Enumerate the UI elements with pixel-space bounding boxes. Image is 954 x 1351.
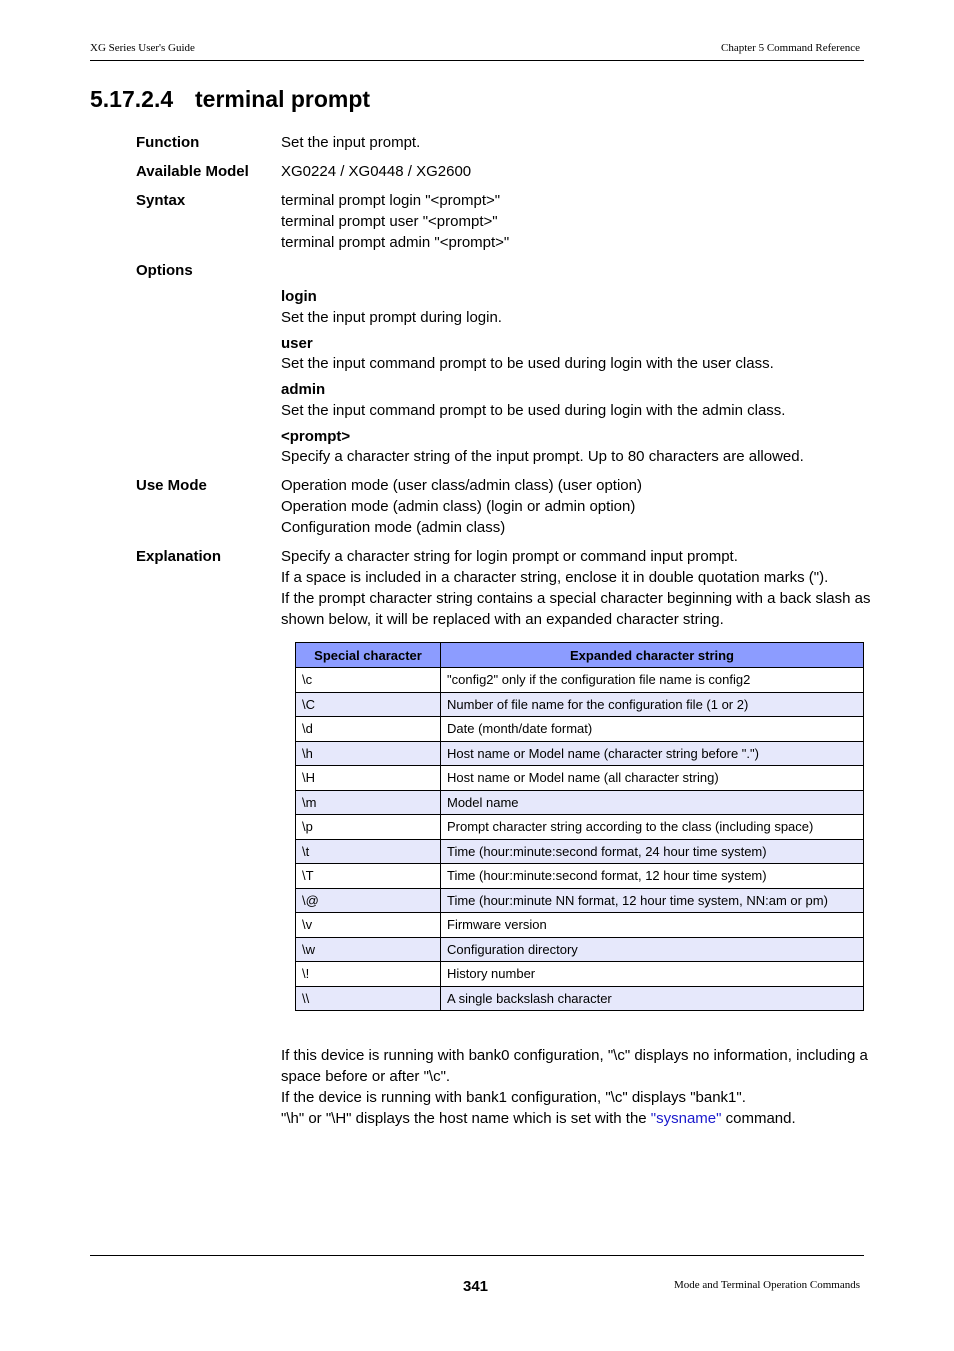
section-title-text: terminal prompt xyxy=(195,86,371,112)
syntax-line: terminal prompt login "<prompt>" xyxy=(281,192,501,209)
table-row xyxy=(296,913,864,938)
table-row xyxy=(296,888,864,913)
table-cell: Host name or Model name (character string before ".") xyxy=(441,741,864,766)
table-cell: \! xyxy=(296,962,441,987)
table-cell: \t xyxy=(296,839,441,864)
section-number: 5.17.2.4 xyxy=(90,86,174,112)
function-label: Function xyxy=(136,134,200,151)
table-row xyxy=(296,962,864,987)
note-line: If the device is running with bank1 configuration, "\c" displays "bank1". xyxy=(281,1089,746,1106)
table-cell: Prompt character string according to the class (including space) xyxy=(441,815,864,840)
note-line-sysname xyxy=(281,1108,868,1129)
available-model-label: Available Model xyxy=(136,163,249,180)
table-cell: \C xyxy=(296,692,441,717)
table-cell: Time (hour:minute:second format, 24 hour time system) xyxy=(441,839,864,864)
table-row xyxy=(296,717,864,742)
table-cell: \v xyxy=(296,913,441,938)
option-name-login: login xyxy=(281,288,317,305)
table-row xyxy=(296,937,864,962)
table-cell: \p xyxy=(296,815,441,840)
table-row xyxy=(296,986,864,1011)
table-cell: History number xyxy=(441,962,864,987)
page-number: 341 xyxy=(463,1278,489,1295)
footer-section-title: Mode and Terminal Operation Commands xyxy=(674,1279,860,1291)
syntax-line: terminal prompt admin "<prompt>" xyxy=(281,234,510,251)
table-cell: \m xyxy=(296,790,441,815)
note-text: "\h" or "\H" displays the host name which is set with the xyxy=(281,1110,651,1127)
option-desc-login: Set the input prompt during login. xyxy=(281,309,502,326)
table-cell: \w xyxy=(296,937,441,962)
page-footer xyxy=(90,1255,864,1315)
table-row xyxy=(296,790,864,815)
use-mode-line: Operation mode (admin class) (login or admin option) xyxy=(281,498,636,515)
option-name-admin: admin xyxy=(281,381,326,398)
header-guide-title: XG Series User's Guide xyxy=(90,42,195,54)
table-row xyxy=(296,766,864,791)
table-cell: \@ xyxy=(296,888,441,913)
table-cell: \d xyxy=(296,717,441,742)
sysname-link[interactable]: "sysname" xyxy=(650,1110,722,1127)
explanation-block xyxy=(281,546,870,630)
section-title xyxy=(90,86,370,113)
header-chapter-title: Chapter 5 Command Reference xyxy=(721,42,860,54)
explanation-line: If the prompt character string contains a special character beginning with a back slash as xyxy=(281,590,871,607)
table-row xyxy=(296,692,864,717)
table-cell: \\ xyxy=(296,986,441,1011)
table-cell: Time (hour:minute:second format, 12 hour time system) xyxy=(441,864,864,889)
table-cell: Firmware version xyxy=(441,913,864,938)
use-mode-block xyxy=(281,475,642,538)
use-mode-line: Configuration mode (admin class) xyxy=(281,519,506,536)
available-model-text: XG0224 / XG0448 / XG2600 xyxy=(281,163,472,180)
special-character-table xyxy=(295,642,864,1011)
note-line: space before or after "\c". xyxy=(281,1068,451,1085)
use-mode-line: Operation mode (user class/admin class) (user option) xyxy=(281,477,642,494)
syntax-line: terminal prompt user "<prompt>" xyxy=(281,213,498,230)
table-header-cell: Special character xyxy=(296,643,441,668)
note-text: command. xyxy=(721,1110,796,1127)
table-cell: "config2" only if the configuration file name is config2 xyxy=(441,668,864,693)
table-cell: \h xyxy=(296,741,441,766)
explanation-line: shown below, it will be replaced with an expanded character string. xyxy=(281,611,724,628)
option-desc-prompt: Specify a character string of the input prompt. Up to 80 characters are allowed. xyxy=(281,448,804,465)
options-label: Options xyxy=(136,262,193,279)
option-name-user: user xyxy=(281,335,313,352)
note-line: If this device is running with bank0 configuration, "\c" displays no information, including a xyxy=(281,1047,868,1064)
table-row xyxy=(296,741,864,766)
option-name-prompt: <prompt> xyxy=(281,428,351,445)
explanation-line: Specify a character string for login prompt or command input prompt. xyxy=(281,548,738,565)
function-text: Set the input prompt. xyxy=(281,134,421,151)
table-header-cell: Expanded character string xyxy=(441,643,864,668)
table-cell: Model name xyxy=(441,790,864,815)
table-cell: Configuration directory xyxy=(441,937,864,962)
use-mode-label: Use Mode xyxy=(136,477,207,494)
notes-block xyxy=(281,1045,868,1129)
explanation-line: If a space is included in a character string, enclose it in double quotation marks ("). xyxy=(281,569,829,586)
table-row xyxy=(296,864,864,889)
option-desc-user: Set the input command prompt to be used during login with the user class. xyxy=(281,355,774,372)
table-cell: \c xyxy=(296,668,441,693)
table-cell: Number of file name for the configuration file (1 or 2) xyxy=(441,692,864,717)
syntax-label: Syntax xyxy=(136,192,186,209)
table-header-row xyxy=(296,643,864,668)
table-cell: A single backslash character xyxy=(441,986,864,1011)
page-header xyxy=(90,42,864,61)
table-cell: Time (hour:minute NN format, 12 hour time system, NN:am or pm) xyxy=(441,888,864,913)
table-cell: \H xyxy=(296,766,441,791)
table-cell: \T xyxy=(296,864,441,889)
table-cell: Date (month/date format) xyxy=(441,717,864,742)
option-desc-admin: Set the input command prompt to be used during login with the admin class. xyxy=(281,402,786,419)
table-row xyxy=(296,815,864,840)
table-row xyxy=(296,839,864,864)
syntax-block xyxy=(281,190,509,253)
table-cell: Host name or Model name (all character string) xyxy=(441,766,864,791)
table-row xyxy=(296,668,864,693)
explanation-label: Explanation xyxy=(136,548,222,565)
